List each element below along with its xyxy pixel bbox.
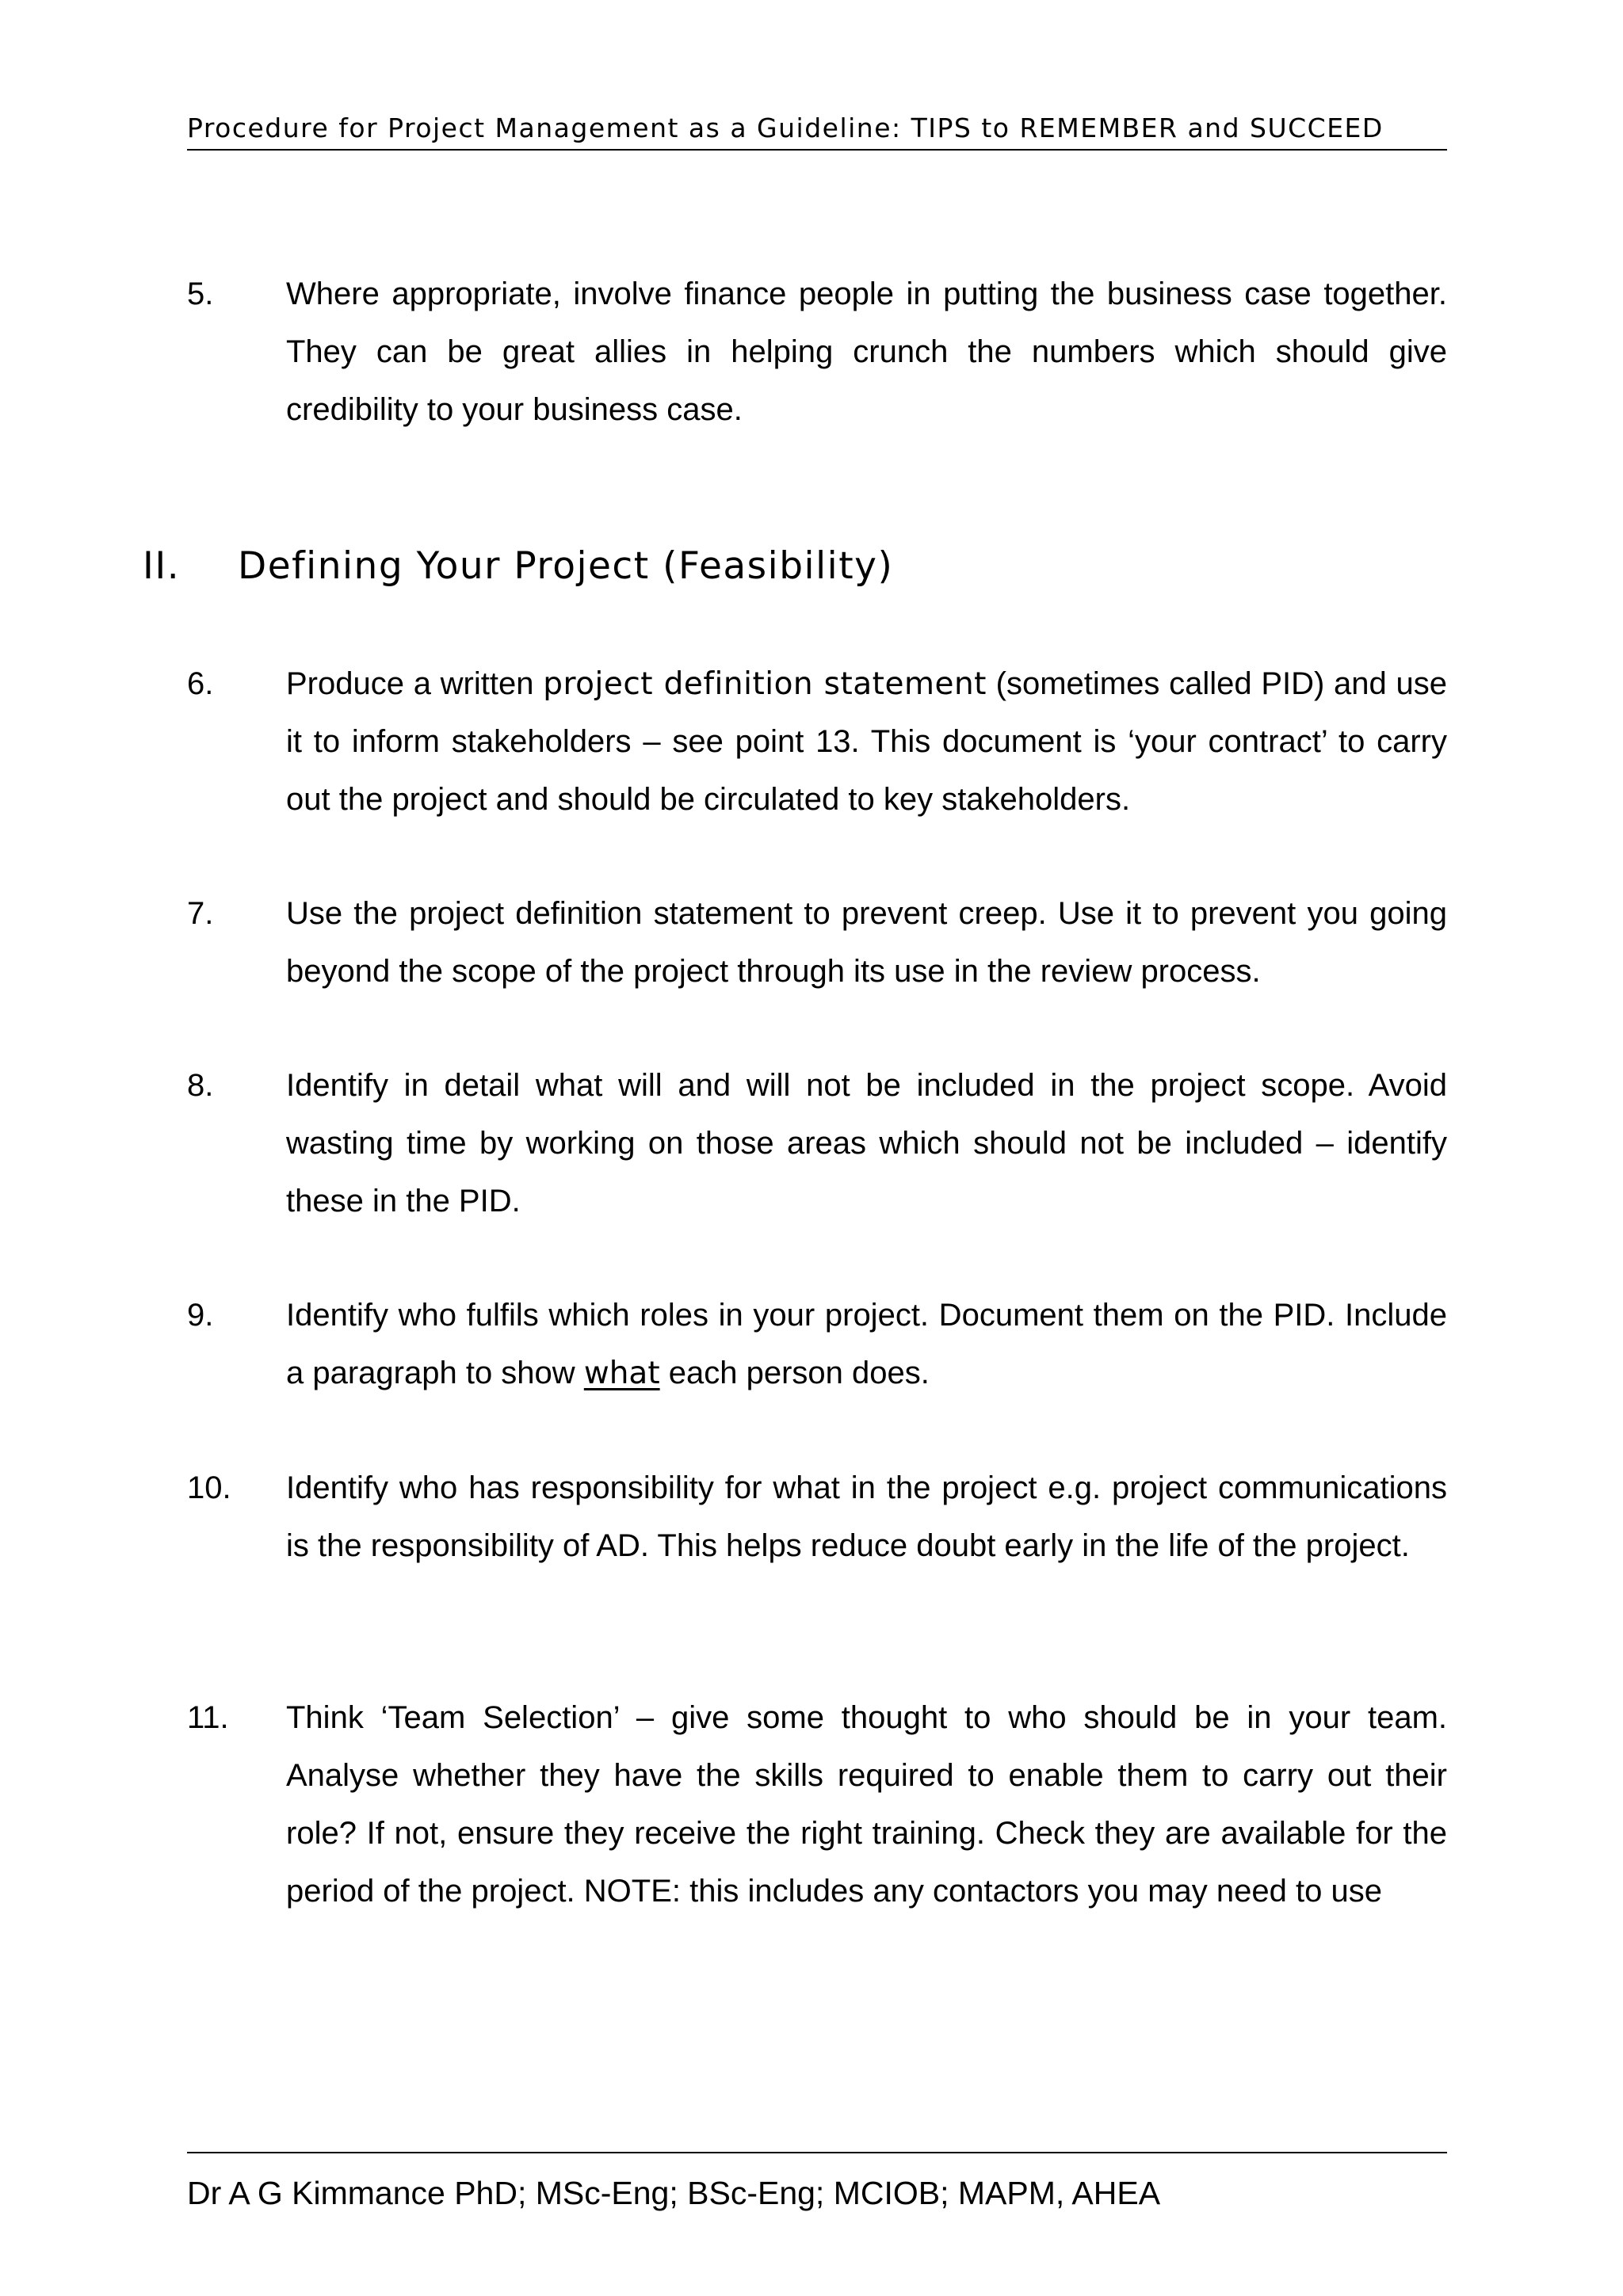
section-numeral: II.: [143, 544, 181, 588]
item-number: 10.: [187, 1470, 231, 1505]
text-segment: Identify who fulfils which roles in your project. Document them on the PID. Include a paragraph to show: [286, 1298, 1447, 1390]
text-segment: Identify who has responsibility for what in the project e.g. project communications is the responsibility of AD. This helps reduce doubt early in the life of the project.: [286, 1470, 1447, 1563]
list-item-8: [187, 1057, 1447, 1230]
list-item-5: [187, 265, 1447, 439]
emphasis-underline: what: [583, 1356, 660, 1391]
text-segment: Identify in detail what will and will not be included in the project scope. Avoid wasting time by working on those areas which should not be included – identify these in the PID.: [286, 1068, 1447, 1219]
footer-author: Dr A G Kimmance PhD; MSc-Eng; BSc-Eng; MCIOB; MAPM, AHEA: [187, 2175, 1161, 2211]
text-segment: Use the project definition statement to prevent creep. Use it to prevent you going beyond the scope of the project through its use in the review process.: [286, 896, 1447, 989]
item-number: 9.: [187, 1298, 214, 1333]
section-title: Defining Your Project (Feasibility): [238, 544, 894, 588]
list-item-6: [187, 655, 1447, 829]
item-number: 7.: [187, 896, 214, 931]
item-text: [286, 1689, 1447, 1920]
text-segment: (sometimes called PID) and use it to inform stakeholders – see point 13. This document is ‘your contract’ to carry out the project and should be circulated to key stakeholders.: [286, 666, 1448, 817]
item-text: [286, 655, 1447, 829]
item-number: 6.: [187, 666, 214, 701]
running-header: Procedure for Project Management as a Guideline: TIPS to REMEMBER and SUCCEED: [187, 111, 1447, 151]
item-number: 5.: [187, 277, 214, 311]
text-segment: each person does.: [659, 1356, 930, 1390]
item-text: [286, 1459, 1447, 1575]
item-number: 11.: [187, 1700, 229, 1735]
list-item-9: [187, 1287, 1447, 1402]
text-segment: Where appropriate, involve finance people in putting the business case together. They can be great allies in helping crunch the numbers which should give credibility to your business case.: [286, 277, 1447, 427]
list-item-10: [187, 1459, 1447, 1575]
section-heading: [143, 539, 1411, 594]
item-text: [286, 265, 1447, 439]
item-number: 8.: [187, 1068, 214, 1103]
item-text: [286, 1287, 1447, 1402]
list-item-11: [187, 1689, 1447, 1920]
text-segment: Produce a written: [286, 666, 544, 701]
text-segment: Think ‘Team Selection’ – give some thought to who should be in your team. Analyse whether they have the skills required to enable them to carry out their role? If not, ensure they receive the right training. Check they are available for the period of the project. NOTE: this includes any contactors you may need to use: [286, 1700, 1447, 1909]
footer-rule: [187, 2152, 1447, 2153]
list-item-7: [187, 885, 1447, 1001]
item-text: [286, 1057, 1447, 1230]
emphasis-bold: project definition statement: [543, 666, 987, 702]
item-text: [286, 885, 1447, 1001]
